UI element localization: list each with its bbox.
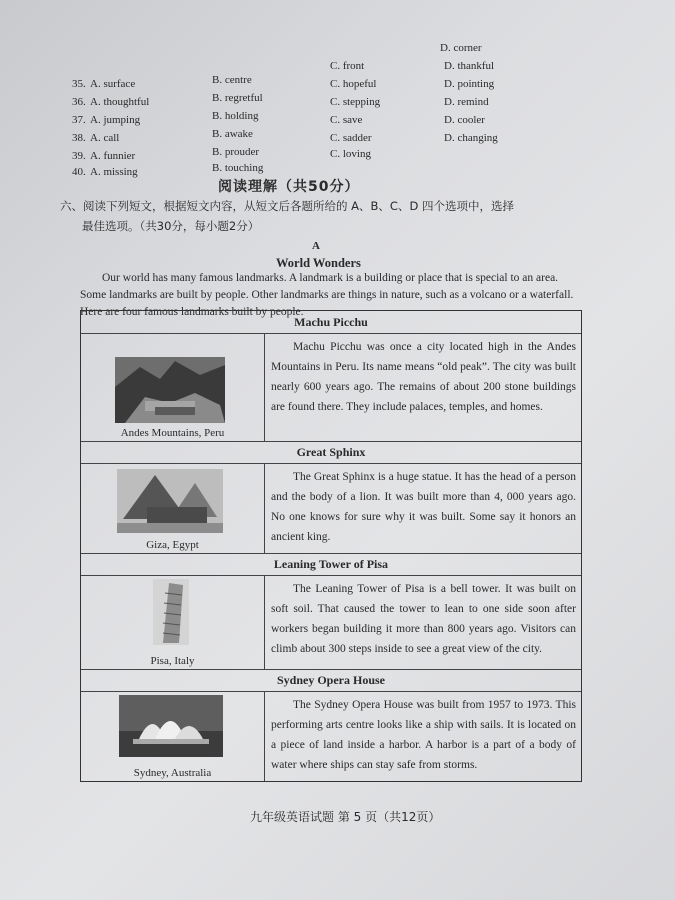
- option-a: A. surface: [90, 78, 136, 90]
- option-a: A. call: [90, 132, 120, 144]
- landmark-caption: Andes Mountains, Peru: [120, 427, 225, 439]
- landmark-title: Leaning Tower of Pisa: [81, 553, 581, 576]
- option-d: D. remind: [444, 96, 489, 108]
- image-cell: [81, 333, 265, 441]
- option-b: B. touching: [212, 162, 264, 174]
- landmark-title: Sydney Opera House: [81, 669, 581, 692]
- sydney-opera-house-photo: [119, 695, 223, 757]
- option-c: C. hopeful: [330, 78, 377, 90]
- option-b: B. centre: [212, 74, 252, 86]
- question-number: 40.: [72, 166, 86, 178]
- question-number: 39.: [72, 150, 86, 162]
- option-c: C. sadder: [330, 132, 372, 144]
- option-d: D. thankful: [444, 60, 495, 72]
- option-a: A. thoughtful: [90, 96, 150, 108]
- instructions-line-1: 六、阅读下列短文，根据短文内容，从短文后各题所给的 A、B、C、D 四个选项中，选择: [60, 199, 514, 213]
- option-a: A. missing: [90, 166, 138, 178]
- landmark-row: [81, 691, 581, 781]
- option-d: D. cooler: [444, 114, 485, 126]
- passage-letter: A: [312, 240, 320, 252]
- landmark-description: Machu Picchu was once a city located high in the Andes Mountains in Peru. Its name means “old peak”. The city was built nearly 600 years ago. The remains of about 200 stone buildings are found there. They include palaces, temples, and homes.: [271, 341, 576, 413]
- landmark-title: Great Sphinx: [81, 441, 581, 464]
- landmark-caption: Giza, Egypt: [146, 539, 199, 551]
- option-b: B. awake: [212, 128, 253, 140]
- option-a: A. funnier: [90, 150, 136, 162]
- passage-title: World Wonders: [276, 256, 361, 270]
- pisa-tower-photo: [153, 579, 189, 645]
- option-d: D. pointing: [444, 78, 495, 90]
- option-c: C. loving: [330, 148, 371, 160]
- image-cell: [81, 463, 265, 553]
- passage-intro: Our world has many famous landmarks. A landmark is a building or place that is special to an area. Some landmarks are built by people. Other landmarks are things in nature, such as a volcano or a waterfall. Here are four famous landmarks built by people.: [80, 272, 574, 318]
- section-heading: 阅读理解（共50分）: [218, 179, 360, 195]
- option-b: B. regretful: [212, 92, 263, 104]
- image-cell: [81, 575, 265, 669]
- landmarks-table: [80, 310, 582, 782]
- option-a: A. jumping: [90, 114, 141, 126]
- instructions-line-2: 最佳选项。（共30分，每小题2分）: [82, 219, 260, 233]
- image-cell: [81, 691, 265, 781]
- landmark-description: The Leaning Tower of Pisa is a bell tower. It was built on soft soil. That caused the tower to lean to one side soon after workers began building it more than 800 years ago. Visitors can climb about 300 steps inside to see a great view of the city.: [271, 583, 576, 655]
- landmark-title: Machu Picchu: [81, 311, 581, 334]
- option-b: B. holding: [212, 110, 259, 122]
- option-d: D. changing: [444, 132, 498, 144]
- great-sphinx-photo: [117, 469, 223, 533]
- machu-picchu-photo: [115, 357, 225, 423]
- options-row-35: [72, 60, 572, 92]
- question-number: 38.: [72, 132, 86, 144]
- landmark-row: [81, 575, 581, 670]
- option-c: C. stepping: [330, 96, 381, 108]
- question-number: 35.: [72, 78, 86, 90]
- option-c: C. front: [330, 60, 365, 72]
- question-number: 37.: [72, 114, 86, 126]
- option-c: C. save: [330, 114, 363, 126]
- question-number: 36.: [72, 96, 86, 108]
- landmark-caption: Pisa, Italy: [150, 655, 195, 667]
- landmark-row: [81, 333, 581, 442]
- page-footer: 九年级英语试题 第 5 页（共12页）: [250, 810, 441, 824]
- landmark-description: The Sydney Opera House was built from 1957 to 1973. This performing arts centre looks like a ship with sails. It is located on a piece of land inside a harbor. A harbor is a part of a body of water where ships can stay safe from storms.: [271, 699, 576, 771]
- landmark-description: The Great Sphinx is a huge statue. It has the head of a person and the body of a lion. It was built more than 4, 000 years ago. No one knows for sure why it was built. Some say it honors an ancient king.: [271, 471, 576, 543]
- instructions: [60, 196, 600, 236]
- option-b: B. prouder: [212, 146, 260, 158]
- landmark-row: [81, 463, 581, 554]
- option-d-corner: D. corner: [440, 42, 482, 54]
- landmark-caption: Sydney, Australia: [133, 767, 212, 779]
